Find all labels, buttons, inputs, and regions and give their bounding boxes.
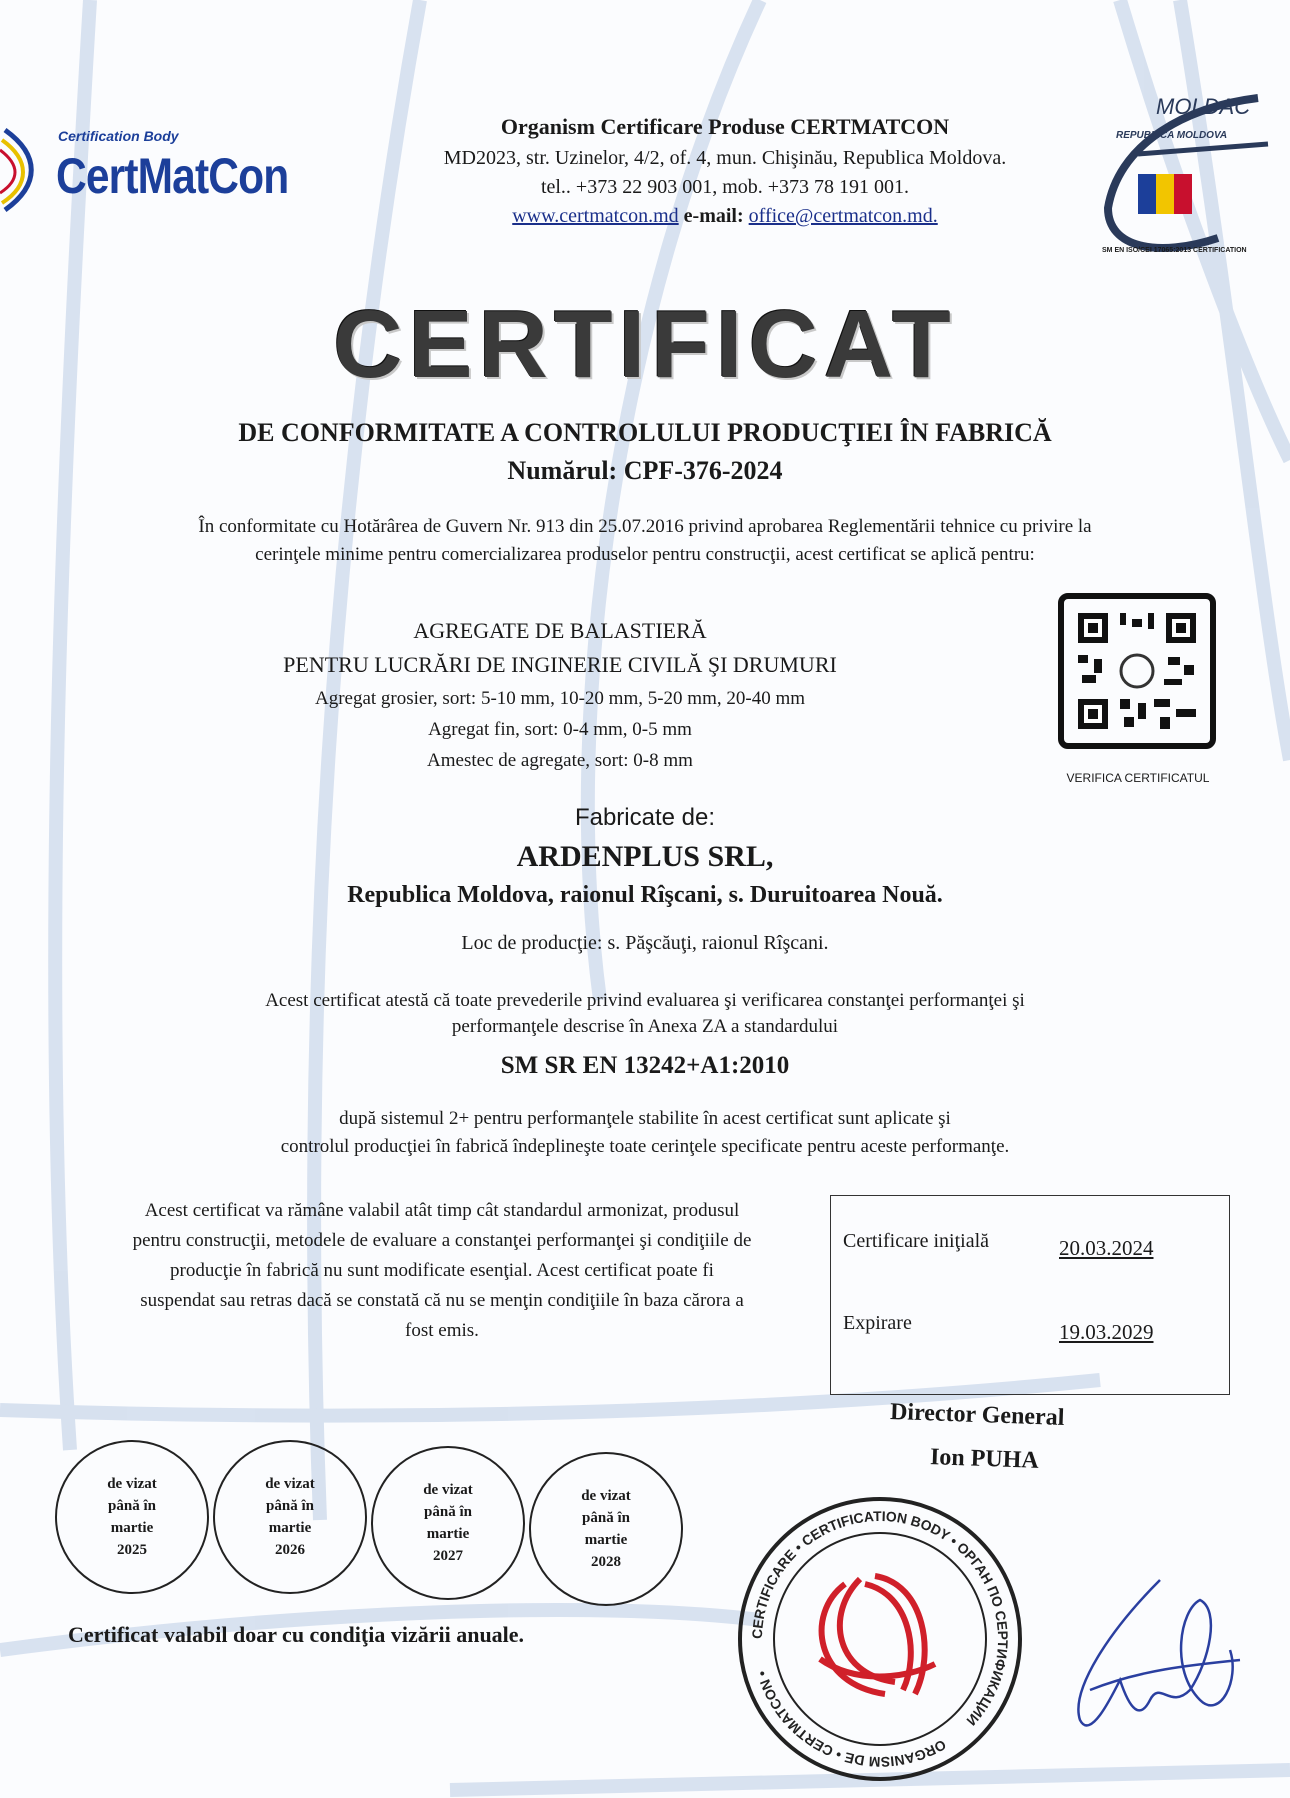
signatory-title: Director General (889, 1398, 1065, 1432)
product-item: Amestec de agregate, sort: 0-8 mm (427, 750, 693, 771)
certmatcon-logo (0, 120, 340, 220)
logo-name: CertMatCon (56, 148, 289, 204)
intro-line-2: cerinţele minime pentru comercializarea produselor pentru construcţii, acest certificat se aplică pentru: (255, 544, 1035, 565)
signatory-name: Ion PUHA (929, 1444, 1040, 1474)
manufacturer-address: Republica Moldova, raionul Rîşcani, s. Duruitoarea Nouă. (347, 882, 943, 908)
certificate-subtitle: DE CONFORMITATE A CONTROLULUI PRODUCŢIEI ÎN FABRICĂ (238, 418, 1052, 447)
director-signature (1050, 1570, 1250, 1740)
visa-text: martie (268, 1520, 312, 1536)
qr-caption: VERIFICA CERTIFICATUL (1066, 771, 1210, 785)
attestation-line-2: performanţele descrise în Anexa ZA a standardului (451, 1016, 839, 1037)
annual-visa-circle-2026 (213, 1440, 367, 1594)
validity-line: Acest certificat va rămâne valabil atât timp cât standardul armonizat, produsul (144, 1200, 740, 1221)
product-item: Agregat fin, sort: 0-4 mm, 0-5 mm (428, 719, 692, 740)
system-line-1: după sistemul 2+ pentru performanţele stabilite în acest certificat sunt aplicate şi (339, 1108, 951, 1129)
org-phones: tel.. +373 22 903 001, mob. +373 78 191 001. (540, 176, 910, 198)
stamp-text: CERTIFICARE • CERTIFICATION BODY • ОРГАН ПО СЕРТИФИКАЦИИ (748, 1507, 1012, 1729)
visa-text: până în (424, 1504, 472, 1520)
moldac-country: REPUBLICA MOLDOVA (1116, 130, 1228, 141)
expiry-date: 19.03.2029 (1059, 1320, 1154, 1344)
qr-code-icon (1064, 599, 1210, 743)
org-name: Organism Certificare Produse CERTMATCON (500, 114, 950, 139)
annual-visa-note: Certificat valabil doar cu condiţia vizării anuale. (68, 1622, 525, 1647)
visa-year: 2027 (433, 1548, 463, 1564)
annual-visa-circle-2027 (371, 1446, 525, 1600)
initial-certification-label: Certificare iniţială (843, 1230, 990, 1252)
production-site: Loc de producţie: s. Păşcăuţi, raionul Rîşcani. (461, 932, 829, 954)
logo-tagline: Certification Body (58, 128, 179, 144)
manufacturer-name: ARDENPLUS SRL, (516, 840, 774, 873)
email-label: e-mail: (683, 205, 744, 227)
visa-text: de vizat (265, 1476, 315, 1492)
website-link[interactable]: www.certmatcon.md (512, 205, 679, 227)
validity-line: suspendat sau retras dacă se constată că nu se menţin condiţiile în baza cărora a (140, 1290, 744, 1311)
initial-certification-date: 20.03.2024 (1059, 1236, 1154, 1260)
certification-body-stamp (735, 1494, 1025, 1784)
system-line-2: controlul producţiei în fabrică îndeplineşte toate cerinţele specificate pentru aceste performanţe. (280, 1136, 1010, 1157)
validity-line: pentru construcţii, metodele de evaluare a constanţei performanţei şi condiţiile de (132, 1230, 752, 1251)
visa-text: până în (582, 1510, 630, 1526)
product-name-2: PENTRU LUCRĂRI DE INGINERIE CIVILĂ ŞI DRUMURI (283, 652, 837, 677)
annual-visa-circle-2025 (55, 1440, 209, 1594)
visa-text: martie (110, 1520, 154, 1536)
stamp-red-emblem-icon (820, 1576, 935, 1694)
logo-swirl-icon (0, 125, 60, 215)
validity-line: fost emis. (405, 1320, 479, 1341)
visa-text: până în (266, 1498, 314, 1514)
validity-paragraph (62, 1196, 822, 1346)
visa-text: martie (426, 1526, 470, 1542)
visa-text: de vizat (107, 1476, 157, 1492)
manufacturer-label: Fabricate de: (574, 804, 716, 831)
product-item: Agregat grosier, sort: 5-10 mm, 10-20 mm, 5-20 mm, 20-40 mm (314, 688, 805, 709)
product-name-1: AGREGATE DE BALASTIERĂ (413, 618, 707, 643)
moldac-accreditation-logo (1098, 88, 1278, 278)
expiry-label: Expirare (843, 1312, 912, 1334)
intro-line-1: În conformitate cu Hotărârea de Guvern Nr. 913 din 25.07.2016 privind aprobarea Reglementării tehnice cu privire la (198, 516, 1092, 537)
validity-dates-box (830, 1195, 1230, 1395)
visa-text: de vizat (581, 1488, 631, 1504)
attestation-line-1: Acest certificat atestă că toate prevederile privind evaluarea şi verificarea constanţei performanţei şi (265, 990, 1025, 1011)
stamp-text-bottom: ORGANISM DE • CERTMATCON • (753, 1668, 949, 1771)
annual-visa-circle-2028 (529, 1452, 683, 1606)
harmonized-standard: SM SR EN 13242+A1:2010 (500, 1052, 790, 1079)
visa-text: până în (108, 1498, 156, 1514)
certificate-title: CERTIFICAT (333, 291, 957, 398)
certificate-number: Numărul: CPF-376-2024 (507, 456, 783, 485)
visa-year: 2025 (117, 1542, 147, 1558)
visa-year: 2028 (591, 1554, 621, 1570)
email-link[interactable]: office@certmatcon.md. (748, 205, 938, 227)
moldac-name: MOLDAC (1156, 94, 1251, 119)
org-contacts (360, 205, 1090, 228)
visa-year: 2026 (275, 1542, 305, 1558)
moldac-standard: SM EN ISO/CEI 17065:2013 CERTIFICATION (1102, 247, 1247, 254)
visa-text: de vizat (423, 1482, 473, 1498)
org-address: MD2023, str. Uzinelor, 4/2, of. 4, mun. Chişinău, Republica Moldova. (443, 147, 1007, 169)
validity-line: producţie în fabrică nu sunt modificate esenţial. Acest certificat poate fi (170, 1260, 714, 1281)
verification-qr-code[interactable] (1058, 593, 1216, 749)
visa-text: martie (584, 1532, 628, 1548)
